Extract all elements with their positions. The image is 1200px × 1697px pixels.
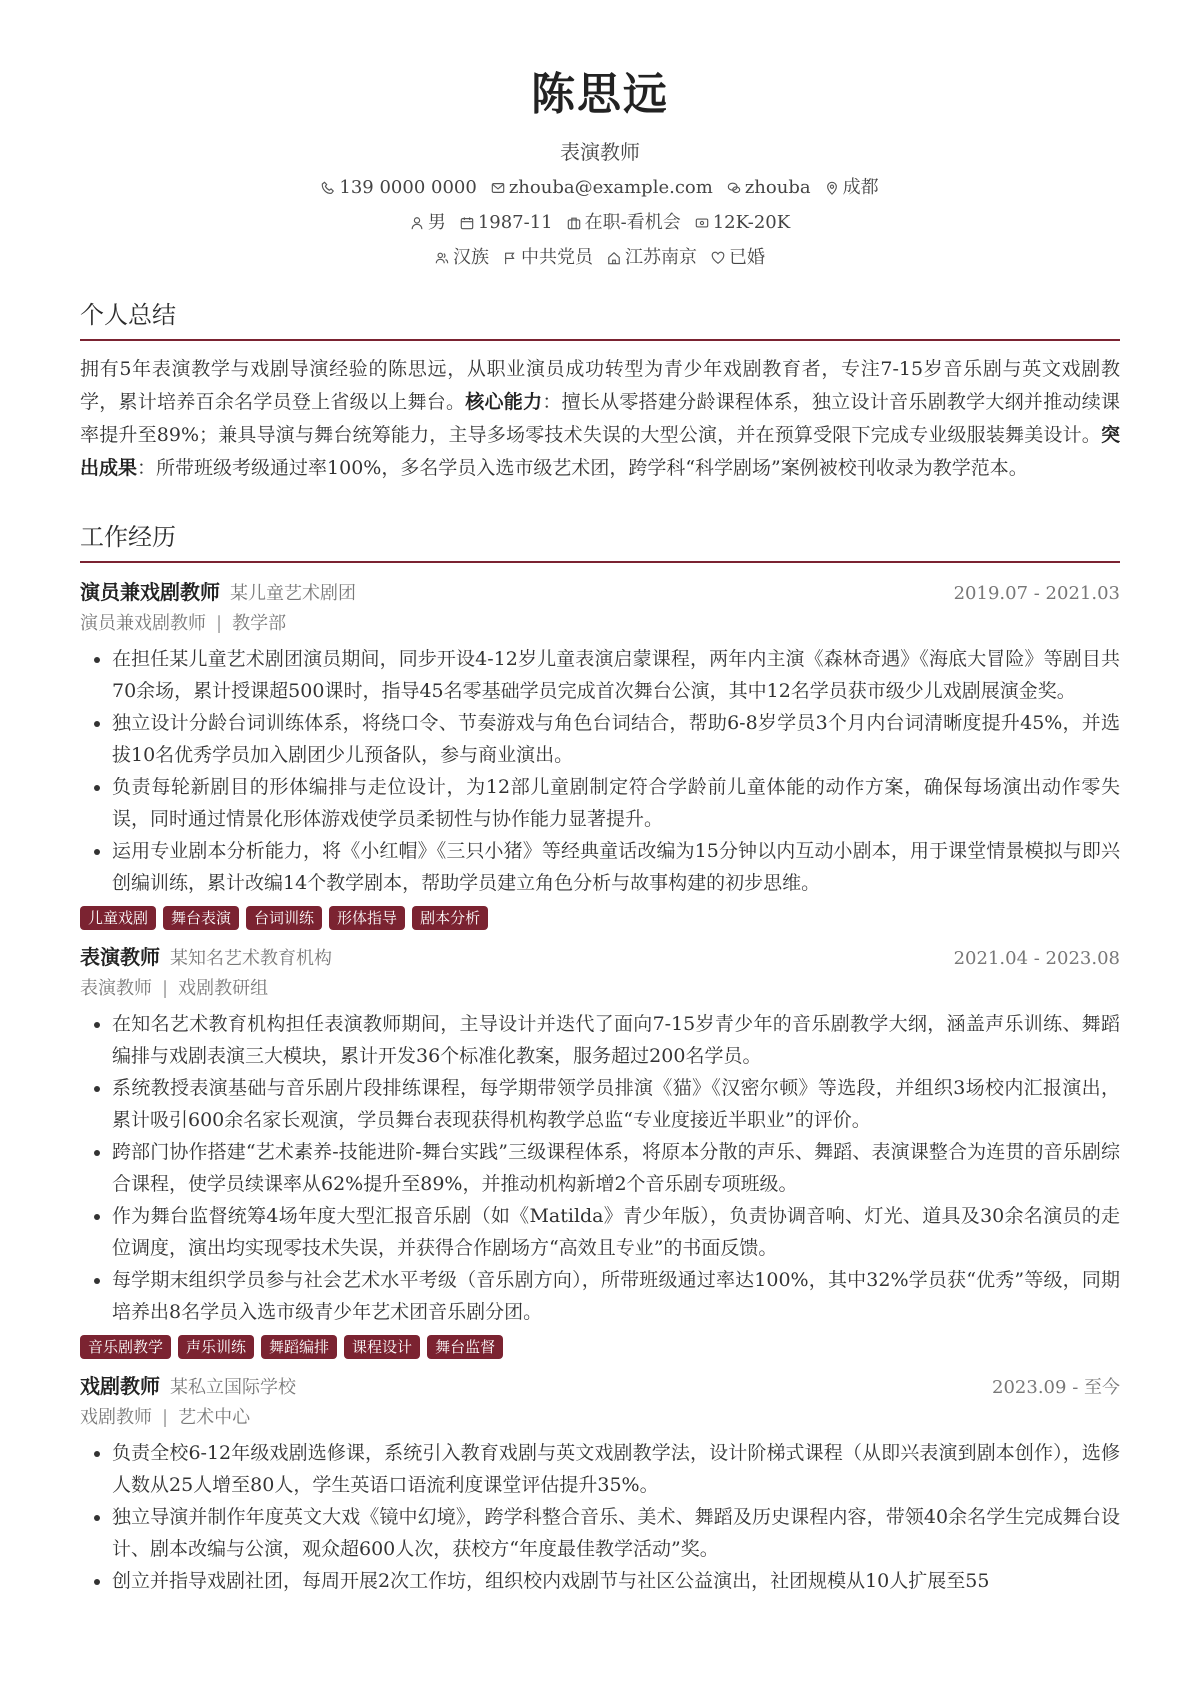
- job-entry: [80, 1371, 1120, 1597]
- job-entry: [80, 577, 1120, 930]
- job-bullets: [80, 643, 1120, 899]
- job-tags: [80, 906, 1120, 930]
- job-subline: [80, 609, 1120, 639]
- summary-section: [80, 299, 1120, 485]
- personal-row: [0, 210, 1200, 236]
- location-icon: [825, 181, 839, 195]
- job-list: [80, 577, 1120, 1597]
- summary-label-results: 突出成果: [80, 424, 1120, 479]
- job-department: 戏剧教研组: [178, 978, 269, 999]
- job-bullet: • 系统教授表演基础与音乐剧片段排练课程，每学期带领学员排演《猫》《汉密尔顿》等选段，并组织3场校内汇报演出，累计吸引600余名家长观演，学员舞台表现获得机构教学总监“专业度接近半职业”的评价。: [112, 1072, 1120, 1136]
- job-department: 教学部: [232, 613, 287, 634]
- ethnicity-item: [435, 245, 489, 271]
- job-separator: |: [162, 978, 169, 999]
- phone-item: [321, 175, 476, 201]
- mail-icon: [491, 181, 505, 195]
- people-icon: [435, 251, 449, 265]
- job-bullet: • 负责全校6-12年级戏剧选修课，系统引入教育戏剧与英文戏剧教学法，设计阶梯式课程（从即兴表演到剧本创作），选修人数从25人增至80人，学生英语口语流利度课堂评估提升35%。: [112, 1437, 1120, 1501]
- skill-tag: 舞台监督: [427, 1335, 503, 1359]
- summary-part-1: 拥有5年表演教学与戏剧导演经验的陈思远，从职业演员成功转型为青少年戏剧教育者，专注7-15岁音乐剧与英文戏剧教学，累计培养百余名学员登上省级以上舞台。: [80, 358, 1120, 413]
- salary-text: 12K-20K: [712, 212, 791, 233]
- job-role: 表演教师: [80, 945, 160, 969]
- skill-tag: 舞台表演: [163, 906, 239, 930]
- ethnicity-text: 汉族: [453, 247, 489, 268]
- location-text: 成都: [842, 177, 879, 198]
- politics-text: 中共党员: [521, 247, 593, 268]
- job-header: [80, 942, 1120, 974]
- job-company: 某知名艺术教育机构: [170, 948, 332, 969]
- email-text: zhouba@example.com: [508, 177, 713, 198]
- job-subline: [80, 974, 1120, 1004]
- summary-label-core: 核心能力: [465, 391, 543, 413]
- gender-item: [410, 210, 446, 236]
- summary-part-3: ：所带班级考级通过率100%，多名学员入选市级艺术团，跨学科“科学剧场”案例被校刊收录为教学范本。: [137, 457, 1028, 479]
- job-bullet: • 创立并指导戏剧社团，每周开展2次工作坊，组织校内戏剧节与社区公益演出，社团规模从10人扩展至55: [112, 1565, 1120, 1597]
- phone-icon: [321, 181, 335, 195]
- background-row: [0, 245, 1200, 271]
- job-bullets: [80, 1437, 1120, 1597]
- job-bullet: • 负责每轮新剧目的形体编排与走位设计，为12部儿童剧制定符合学龄前儿童体能的动作方案，确保每场演出动作零失误，同时通过情景化形体游戏使学员柔韧性与协作能力显著提升。: [112, 771, 1120, 835]
- wechat-item: [727, 175, 811, 201]
- job-bullet: • 独立导演并制作年度英文大戏《镜中幻境》，跨学科整合音乐、美术、舞蹈及历史课程内容，带领40余名学生完成舞台设计、剧本改编与公演，观众超600人次，获校方“年度最佳教学活动”奖。: [112, 1501, 1120, 1565]
- job-company: 某儿童艺术剧团: [230, 583, 356, 604]
- experience-section: [80, 521, 1120, 1597]
- user-icon: [410, 216, 424, 230]
- job-position: 表演教师: [80, 978, 152, 999]
- job-dates: 2019.07 - 2021.03: [953, 583, 1120, 604]
- job-bullet: • 跨部门协作搭建“艺术素养-技能进阶-舞台实践”三级课程体系，将原本分散的声乐、舞蹈、表演课整合为连贯的音乐剧综合课程，使学员续课率从62%提升至89%，并推动机构新增2个音乐剧专项班级。: [112, 1136, 1120, 1200]
- home-icon: [607, 251, 621, 265]
- birth-text: 1987-11: [477, 212, 553, 233]
- flag-icon: [503, 251, 517, 265]
- job-entry: [80, 942, 1120, 1359]
- job-bullet: • 作为舞台监督统筹4场年度大型汇报音乐剧（如《Matilda》青少年版），负责协调音响、灯光、道具及30余名演员的走位调度，演出均实现零技术失误，并获得合作剧场方“高效且专业”的书面反馈。: [112, 1200, 1120, 1264]
- skill-tag: 台词训练: [246, 906, 322, 930]
- job-header: [80, 1371, 1120, 1403]
- calendar-icon: [460, 216, 474, 230]
- job-bullet: • 在担任某儿童艺术剧团演员期间，同步开设4-12岁儿童表演启蒙课程，两年内主演《森林奇遇》《海底大冒险》等剧目共70余场，累计授课超500课时，指导45名零基础学员完成首次舞台公演，其中12名学员获市级少儿戏剧展演金奖。: [112, 643, 1120, 707]
- job-position: 演员兼戏剧教师: [80, 613, 206, 634]
- skill-tag: 课程设计: [344, 1335, 420, 1359]
- job-title: 表演教师: [560, 140, 640, 164]
- status-item: [567, 210, 681, 236]
- job-subline: [80, 1403, 1120, 1433]
- marital-item: [711, 245, 765, 271]
- job-role: 演员兼戏剧教师: [80, 580, 220, 604]
- skill-tag: 舞蹈编排: [261, 1335, 337, 1359]
- job-header: [80, 577, 1120, 609]
- job-separator: |: [162, 1407, 169, 1428]
- job-bullet: • 独立设计分龄台词训练体系，将绕口令、节奏游戏与角色台词结合，帮助6-8岁学员3个月内台词清晰度提升45%，并选拔10名优秀学员加入剧团少儿预备队，参与商业演出。: [112, 707, 1120, 771]
- job-position: 戏剧教师: [80, 1407, 152, 1428]
- job-bullet: • 在知名艺术教育机构担任表演教师期间，主导设计并迭代了面向7-15岁青少年的音乐剧教学大纲，涵盖声乐训练、舞蹈编排与戏剧表演三大模块，累计开发36个标准化教案，服务超过200名学员。: [112, 1008, 1120, 1072]
- marital-text: 已婚: [729, 247, 765, 268]
- skill-tag: 儿童戏剧: [80, 906, 156, 930]
- wallet-icon: [695, 216, 709, 230]
- candidate-name: 陈思远: [531, 69, 669, 120]
- summary-heading: 个人总结: [80, 299, 1120, 341]
- job-separator: |: [216, 613, 223, 634]
- job-department: 艺术中心: [178, 1407, 251, 1428]
- job-company: 某私立国际学校: [170, 1377, 296, 1398]
- hometown-text: 江苏南京: [625, 247, 697, 268]
- contact-row: [0, 175, 1200, 201]
- job-bullet: • 每学期末组织学员参与社会艺术水平考级（音乐剧方向），所带班级通过率达100%，其中32%学员获“优秀”等级，同期培养出8名学员入选市级青少年艺术团音乐剧分团。: [112, 1264, 1120, 1328]
- resume-header: [0, 0, 1200, 271]
- job-tags: [80, 1335, 1120, 1359]
- briefcase-icon: [567, 216, 581, 230]
- job-header-left: [80, 942, 332, 974]
- job-dates: 2021.04 - 2023.08: [953, 948, 1120, 969]
- gender-text: 男: [427, 212, 446, 233]
- job-bullets: [80, 1008, 1120, 1328]
- job-bullet: • 运用专业剧本分析能力，将《小红帽》《三只小猪》等经典童话改编为15分钟以内互动小剧本，用于课堂情景模拟与即兴创编训练，累计改编14个教学剧本，帮助学员建立角色分析与故事构建的初步思维。: [112, 835, 1120, 899]
- job-header-left: [80, 1371, 296, 1403]
- summary-part-2: ：擅长从零搭建分龄课程体系，独立设计音乐剧教学大纲并推动续课率提升至89%；兼具导演与舞台统筹能力，主导多场零技术失误的大型公演，并在预算受限下完成专业级服装舞美设计。: [80, 391, 1120, 446]
- job-role: 戏剧教师: [80, 1374, 160, 1398]
- politics-item: [503, 245, 593, 271]
- experience-heading: 工作经历: [80, 521, 1120, 563]
- birth-item: [460, 210, 553, 236]
- heart-icon: [711, 251, 725, 265]
- phone-text: 139 0000 0000: [339, 177, 477, 198]
- wechat-icon: [727, 181, 741, 195]
- skill-tag: 形体指导: [329, 906, 405, 930]
- job-dates: 2023.09 - 至今: [992, 1377, 1120, 1398]
- status-text: 在职-看机会: [584, 212, 681, 233]
- salary-item: [695, 210, 790, 236]
- skill-tag: 声乐训练: [178, 1335, 254, 1359]
- email-item: [491, 175, 713, 201]
- job-header-left: [80, 577, 356, 609]
- hometown-item: [607, 245, 697, 271]
- location-item: [825, 175, 879, 201]
- wechat-text: zhouba: [744, 177, 811, 198]
- skill-tag: 剧本分析: [412, 906, 488, 930]
- summary-text: [80, 353, 1120, 485]
- skill-tag: 音乐剧教学: [80, 1335, 171, 1359]
